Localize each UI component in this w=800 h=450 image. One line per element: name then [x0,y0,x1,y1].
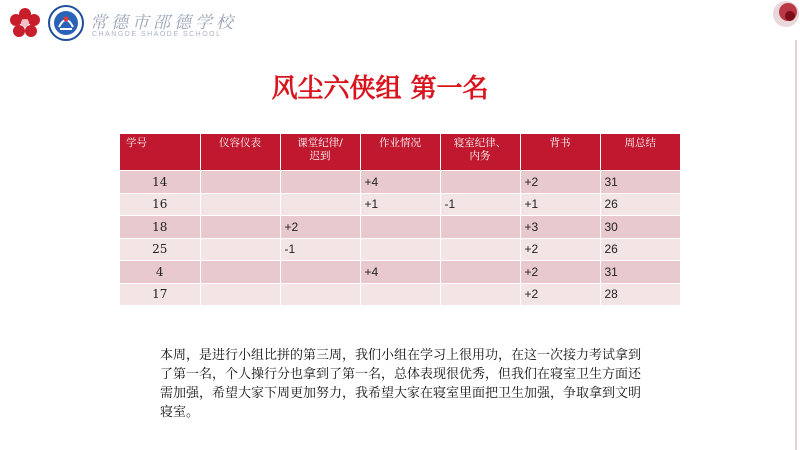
cell-student-id: 18 [120,216,200,239]
cell [440,261,520,284]
cell [200,216,280,239]
cell [440,238,520,261]
cell: +1 [520,193,600,216]
cell [440,171,520,194]
score-table [120,134,680,305]
table-header-row [120,134,680,171]
page-title: 风尘六侠组 第一名 [271,74,489,104]
header-recitation: 背书 [520,134,600,171]
header-class-discipline-text: 课堂纪律/ 迟到 [297,137,343,162]
cell [280,171,360,194]
cell [200,193,280,216]
decorative-stem-icon [786,40,800,450]
header-dorm-discipline [440,134,520,171]
header-weekly-total: 周总结 [600,134,680,171]
weekly-summary-paragraph: 本周，是进行小组比拼的第三周，我们小组在学习上很用功，在这一次接力考试拿到了第一名，个人操行分也拿到了第一名，总体表现很优秀，但我们在寝室卫生方面还需加强，希望大家下周更加努力，我希望大家在寝室里面把卫生加强，争取拿到文明寝室。 [160,348,642,420]
cell [200,283,280,305]
cell [360,238,440,261]
cell: +2 [520,283,600,305]
cell-student-id: 14 [120,171,200,194]
cell-weekly-total: 26 [600,238,680,261]
cell: +3 [520,216,600,239]
cell [280,193,360,216]
header-homework: 作业情况 [360,134,440,171]
cell [200,261,280,284]
cell: +1 [360,193,440,216]
cell: +2 [520,238,600,261]
cell: -1 [440,193,520,216]
table-row [120,283,680,305]
cell: -1 [280,238,360,261]
cell-student-id: 16 [120,193,200,216]
cell [360,283,440,305]
header-student-id: 学号 [120,134,200,171]
cell-weekly-total: 28 [600,283,680,305]
header-dorm-discipline-text: 寝室纪律、 内务 [453,137,507,162]
header-class-discipline [280,134,360,171]
cell: +2 [520,171,600,194]
table-row [120,193,680,216]
cell-weekly-total: 30 [600,216,680,239]
cell [200,238,280,261]
cell: +2 [280,216,360,239]
header-appearance: 仪容仪表 [200,134,280,171]
cell: +4 [360,171,440,194]
school-logo-icon [48,5,84,41]
cell [280,283,360,305]
table-row [120,261,680,284]
school-name-english: CHANGDE SHAODE SCHOOL [92,31,222,38]
cell-student-id: 25 [120,238,200,261]
table-row [120,216,680,239]
cell [440,283,520,305]
cell-student-id: 17 [120,283,200,305]
cell [200,171,280,194]
cell: +2 [520,261,600,284]
table-row [120,171,680,194]
cell-student-id: 4 [120,261,200,284]
plum-blossom-icon [8,6,42,40]
cell-weekly-total: 26 [600,193,680,216]
cell: +4 [360,261,440,284]
cell [440,216,520,239]
cell [280,261,360,284]
table-row [120,238,680,261]
school-name: 常德市邵德学校 [90,13,237,33]
cell-weekly-total: 31 [600,261,680,284]
cell-weekly-total: 31 [600,171,680,194]
cell [360,216,440,239]
